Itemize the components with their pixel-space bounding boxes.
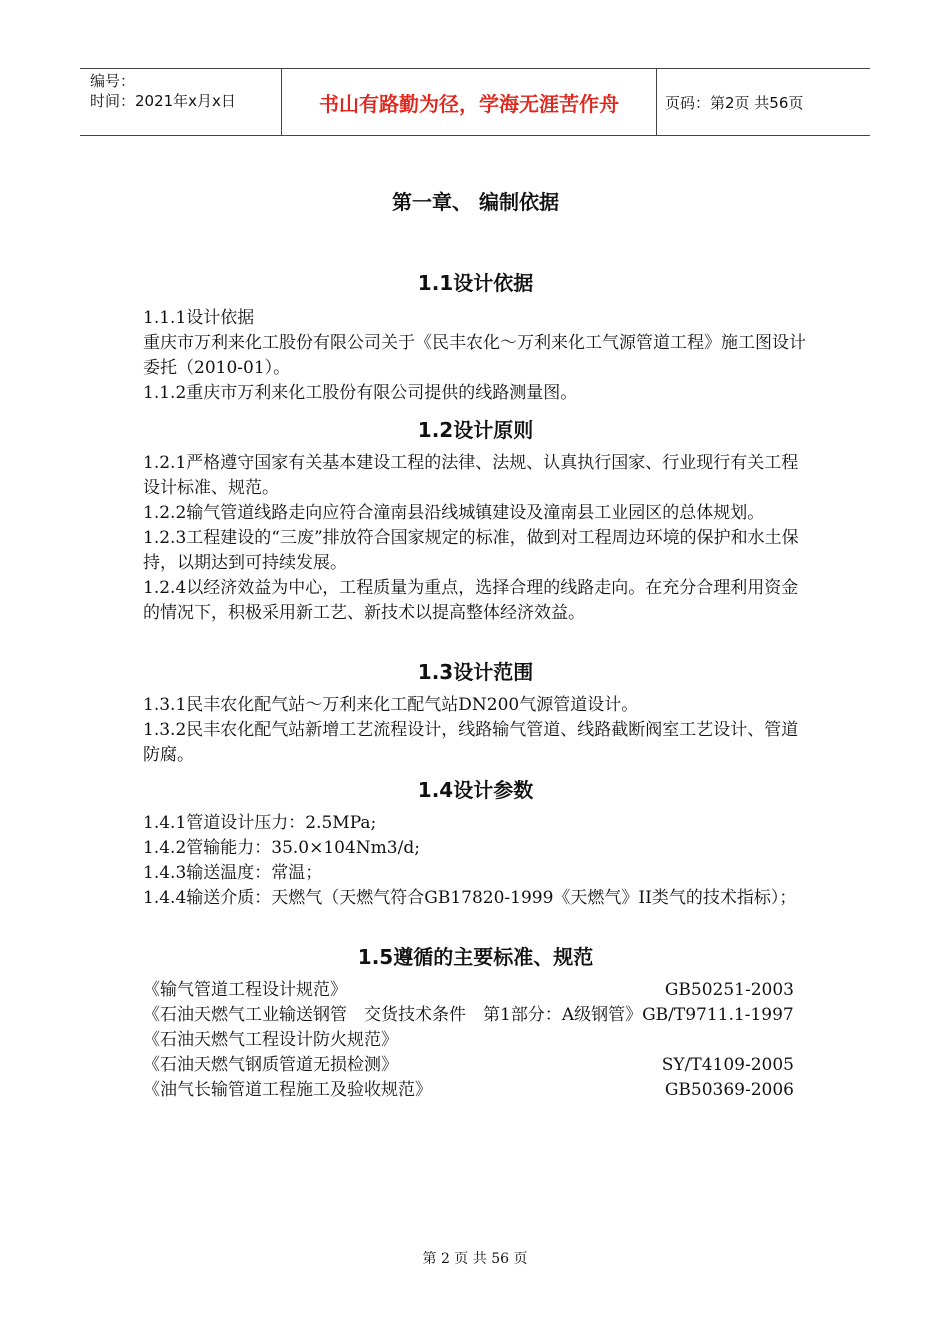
- document-body: [143, 180, 808, 1103]
- section-title-1-5: 1.5遵循的主要标准、规范: [357, 945, 594, 969]
- paragraph: 1.2.3工程建设的“三废”排放符合国家规定的标准，做到对工程周边环境的保护和水土保持，以期达到可持续发展。: [143, 528, 799, 573]
- paragraph: 1.1.2重庆市万利来化工股份有限公司提供的线路测量图。: [143, 383, 578, 403]
- standard-row: [143, 1003, 808, 1028]
- paragraph: 1.3.2民丰农化配气站新增工艺流程设计，线路输气管道、线路截断阀室工艺设计、管道防腐。: [143, 720, 799, 765]
- number-label: 编号：: [90, 72, 136, 90]
- standard-name: 《输气管道工程设计规范》: [143, 980, 347, 1000]
- standard-code: [794, 1028, 808, 1053]
- standard-row: [143, 978, 808, 1003]
- standard-name: 《石油天燃气工程设计防火规范》: [143, 1030, 398, 1050]
- paragraph: 重庆市万利来化工股份有限公司关于《民丰农化～万利来化工气源管道工程》施工图设计委托（2010-01）。: [143, 333, 806, 378]
- header-meta: [80, 69, 282, 135]
- paragraph: 1.4.2管输能力：35.0×104Nm3/d;: [143, 838, 420, 858]
- section-title-1-4: 1.4设计参数: [417, 778, 534, 802]
- header-motto: 书山有路勤为径，学海无涯苦作舟: [282, 69, 657, 135]
- chapter-title: 第一章、 编制依据: [392, 190, 559, 214]
- paragraph: 1.2.2输气管道线路走向应符合潼南县沿线城镇建设及潼南县工业园区的总体规划。: [143, 503, 765, 523]
- page-footer: 第 2 页 共 56 页: [422, 1251, 528, 1267]
- paragraph: 1.4.1管道设计压力：2.5MPa;: [143, 813, 377, 833]
- page-header: [80, 68, 870, 136]
- standard-code: SY/T4109-2005: [661, 1055, 794, 1075]
- section-title-1-3: 1.3设计范围: [417, 660, 534, 684]
- standard-code: GB50369-2006: [664, 1080, 794, 1100]
- standard-code: GB50251-2003: [664, 980, 794, 1000]
- paragraph: 1.4.3输送温度：常温；: [143, 863, 323, 883]
- section-title-1-1: 1.1设计依据: [417, 271, 534, 295]
- standard-name: 《石油天燃气钢质管道无损检测》: [143, 1055, 398, 1075]
- paragraph: 1.2.1严格遵守国家有关基本建设工程的法律、法规、认真执行国家、行业现行有关工程设计标准、规范。: [143, 453, 799, 498]
- paragraph: 1.3.1民丰农化配气站～万利来化工配气站DN200气源管道设计。: [143, 695, 639, 715]
- standard-row: [143, 1078, 808, 1103]
- standard-name: 《石油天燃气工业输送钢管 交货技术条件 第1部分：A级钢管》GB/T9711.1-1997: [143, 1005, 794, 1025]
- standard-code: [794, 1003, 808, 1028]
- section-title-1-2: 1.2设计原则: [417, 418, 534, 442]
- standard-row: [143, 1028, 808, 1053]
- time-label: 时间：2021年x月x日: [90, 92, 236, 110]
- paragraph: 1.2.4以经济效益为中心，工程质量为重点，选择合理的线路走向。在充分合理利用资金的情况下，积极采用新工艺、新技术以提高整体经济效益。: [143, 578, 799, 623]
- paragraph: 1.4.4输送介质：天燃气（天燃气符合GB17820-1999《天燃气》II类气的技术指标）；: [143, 888, 797, 908]
- paragraph: 1.1.1设计依据: [143, 308, 255, 328]
- standard-row: [143, 1053, 808, 1078]
- header-page-info: 页码：第2页 共56页: [665, 93, 804, 112]
- standard-name: 《油气长输管道工程施工及验收规范》: [143, 1080, 432, 1100]
